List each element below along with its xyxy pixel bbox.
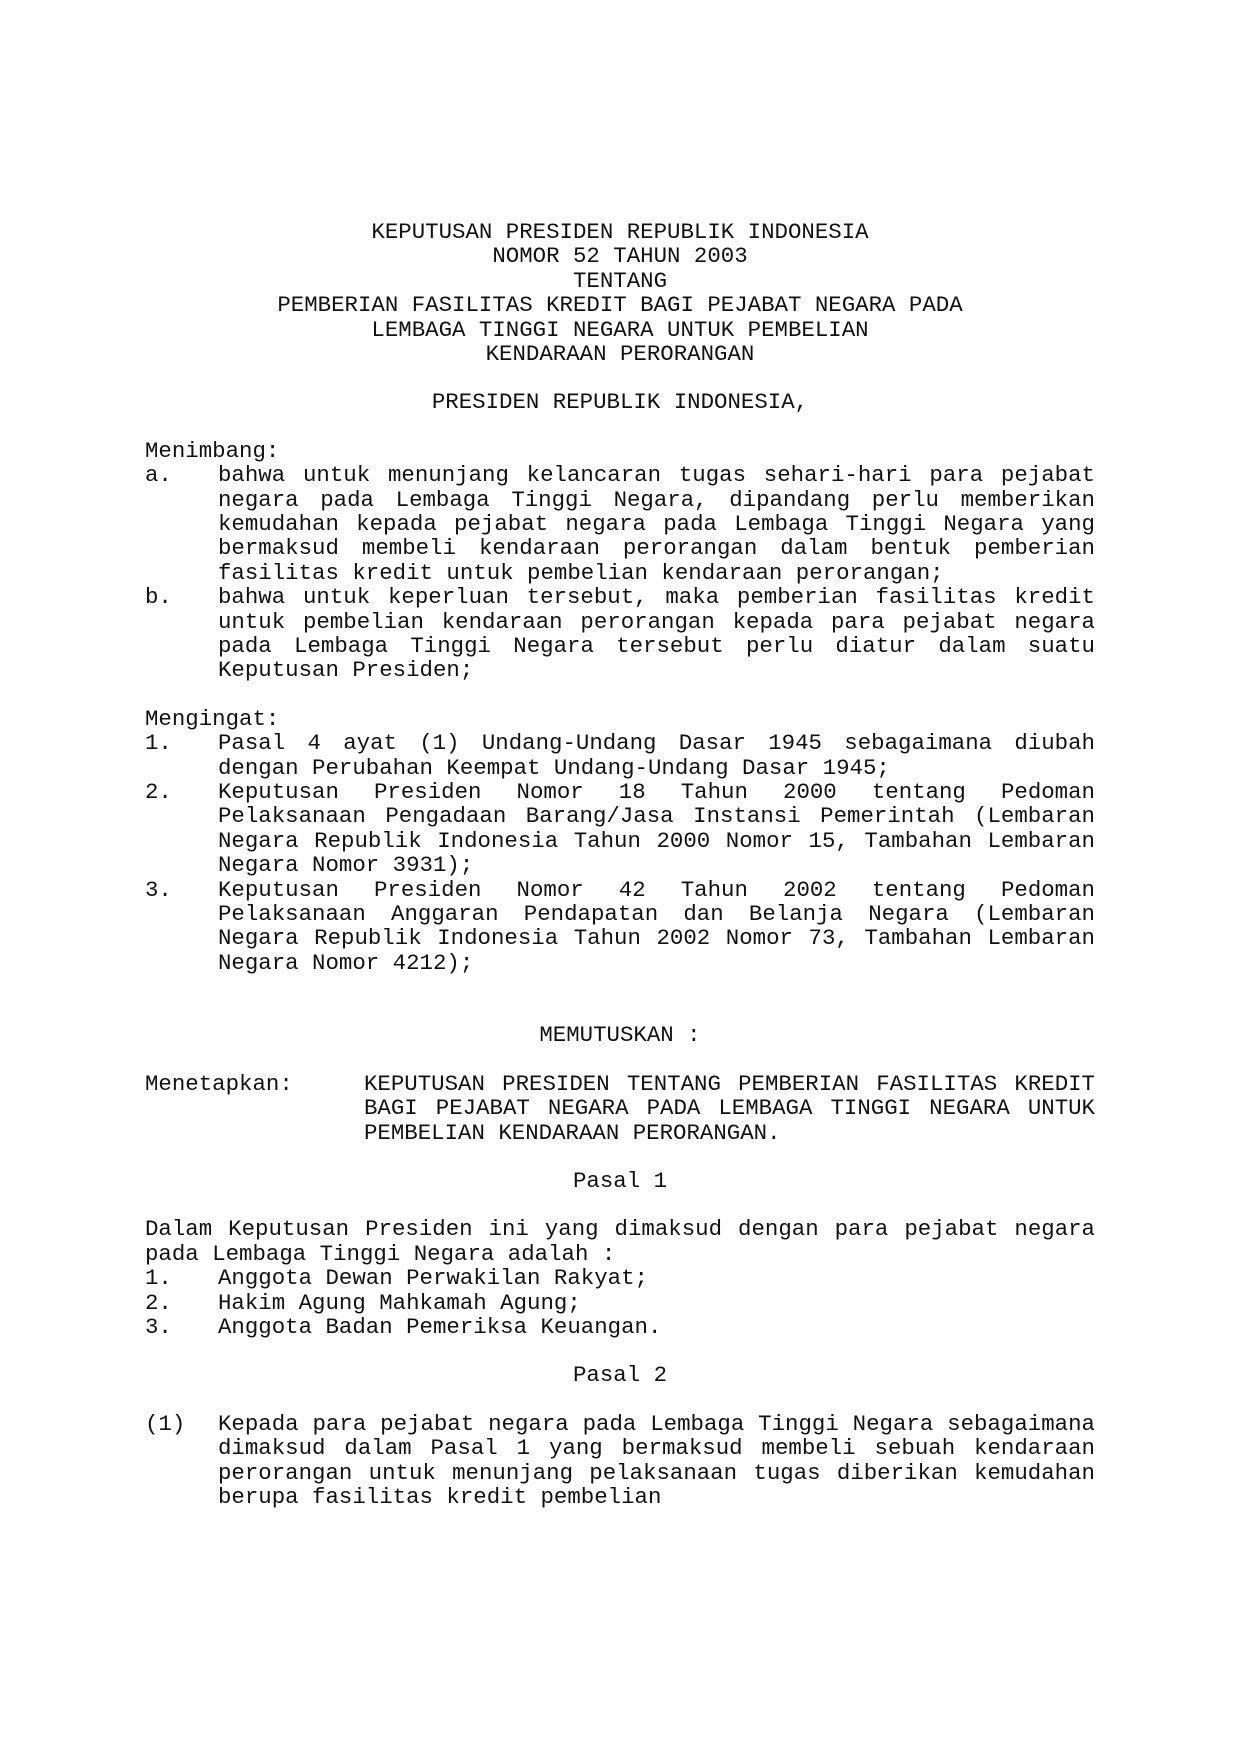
pasal-1-item bbox=[145, 1266, 1095, 1290]
title-line-4: PEMBERIAN FASILITAS KREDIT BAGI PEJABAT NEGARA PADA bbox=[277, 292, 963, 319]
mengingat-item bbox=[145, 878, 1095, 976]
mengingat-item bbox=[145, 780, 1095, 878]
list-marker: 3. bbox=[145, 1313, 172, 1340]
menetapkan-text: KEPUTUSAN PRESIDEN TENTANG PEMBERIAN FASILITAS KREDIT BAGI PEJABAT NEGARA PADA LEMBAGA TINGGI NEGARA UNTUK PEMBELIAN KENDARAAN PERORANGAN. bbox=[364, 1070, 1095, 1146]
title-line-6: KENDARAAN PERORANGAN bbox=[485, 340, 755, 367]
list-marker: 2. bbox=[145, 779, 172, 806]
list-item-text: Keputusan Presiden Nomor 42 Tahun 2002 tentang Pedoman Pelaksanaan Anggaran Pendapatan dan Belanja Negara (Lembaran Negara Republik Indonesia Tahun 2002 Nomor 73, Tambahan Lembaran Negara Nomor 4212); bbox=[218, 876, 1095, 976]
list-marker: 1. bbox=[145, 1265, 172, 1292]
document-content bbox=[145, 220, 1095, 1509]
pasal-1-item bbox=[145, 1315, 1095, 1339]
list-item-text: Anggota Dewan Perwakilan Rakyat; bbox=[218, 1265, 648, 1292]
list-marker: (1) bbox=[145, 1410, 186, 1437]
list-item-text: Pasal 4 ayat (1) Undang-Undang Dasar 1945 sebagaimana diubah dengan Perubahan Keempat Undang-Undang Dasar 1945; bbox=[218, 730, 1095, 781]
pasal-1-item bbox=[145, 1291, 1095, 1315]
title-line-5: LEMBAGA TINGGI NEGARA UNTUK PEMBELIAN bbox=[371, 316, 869, 343]
list-item-text: Keputusan Presiden Nomor 18 Tahun 2000 tentang Pedoman Pelaksanaan Pengadaan Barang/Jasa Instansi Pemerintah (Lembaran Negara Republik Indonesia Tahun 2000 Nomor 15, Tambahan Lembaran Negara Nomor 3931); bbox=[218, 779, 1095, 879]
list-item-text: Kepada para pejabat negara pada Lembaga Tinggi Negara sebagaimana dimaksud dalam Pasal 1 yang bermaksud membeli sebuah kendaraan perorangan untuk menunjang pelaksanaan tugas diberikan kemudahan berupa fasilitas kredit pembelian bbox=[218, 1410, 1095, 1510]
list-marker: b. bbox=[145, 584, 172, 611]
list-marker: 1. bbox=[145, 730, 172, 757]
preamble: PRESIDEN REPUBLIK INDONESIA, bbox=[431, 389, 809, 416]
list-marker: a. bbox=[145, 462, 172, 489]
pasal-2-item bbox=[145, 1412, 1095, 1510]
pasal-1-heading: Pasal 1 bbox=[572, 1167, 668, 1194]
menimbang-item bbox=[145, 463, 1095, 585]
title-line-2: NOMOR 52 TAHUN 2003 bbox=[492, 243, 748, 270]
list-marker: 3. bbox=[145, 876, 172, 903]
pasal-2-heading: Pasal 2 bbox=[572, 1362, 668, 1389]
menimbang-item bbox=[145, 585, 1095, 683]
spacer bbox=[145, 1388, 1095, 1412]
list-marker: 2. bbox=[145, 1289, 172, 1316]
title-line-3: TENTANG bbox=[572, 267, 668, 294]
list-item-text: Hakim Agung Mahkamah Agung; bbox=[218, 1289, 581, 1316]
spacer bbox=[145, 1193, 1095, 1217]
mengingat-item bbox=[145, 731, 1095, 780]
mengingat-label: Mengingat: bbox=[145, 705, 280, 732]
menetapkan-block bbox=[145, 1072, 1095, 1145]
memutuskan-heading: MEMUTUSKAN : bbox=[539, 1022, 701, 1049]
menetapkan-label: Menetapkan: bbox=[145, 1070, 293, 1097]
menimbang-label: Menimbang: bbox=[145, 437, 280, 464]
list-item-text: Anggota Badan Pemeriksa Keuangan. bbox=[218, 1313, 662, 1340]
pasal-1-intro: Dalam Keputusan Presiden ini yang dimaksud dengan para pejabat negara pada Lembaga Tinggi Negara adalah : bbox=[145, 1216, 1095, 1267]
title-line-1: KEPUTUSAN PRESIDEN REPUBLIK INDONESIA bbox=[371, 219, 869, 245]
list-item-text: bahwa untuk keperluan tersebut, maka pemberian fasilitas kredit untuk pembelian kendaraan perorangan kepada para pejabat negara pada Lembaga Tinggi Negara tersebut perlu diatur dalam suatu Keputusan Presiden; bbox=[218, 584, 1095, 684]
list-item-text: bahwa untuk menunjang kelancaran tugas sehari-hari para pejabat negara pada Lembaga Tinggi Negara, dipandang perlu memberikan kemudahan kepada pejabat negara pada Lembaga Tinggi Negara yang bermaksud membeli kendaraan perorangan dalam bentuk pemberian fasilitas kredit untuk pembelian kendaraan perorangan; bbox=[218, 462, 1095, 586]
document-title bbox=[145, 220, 1095, 366]
